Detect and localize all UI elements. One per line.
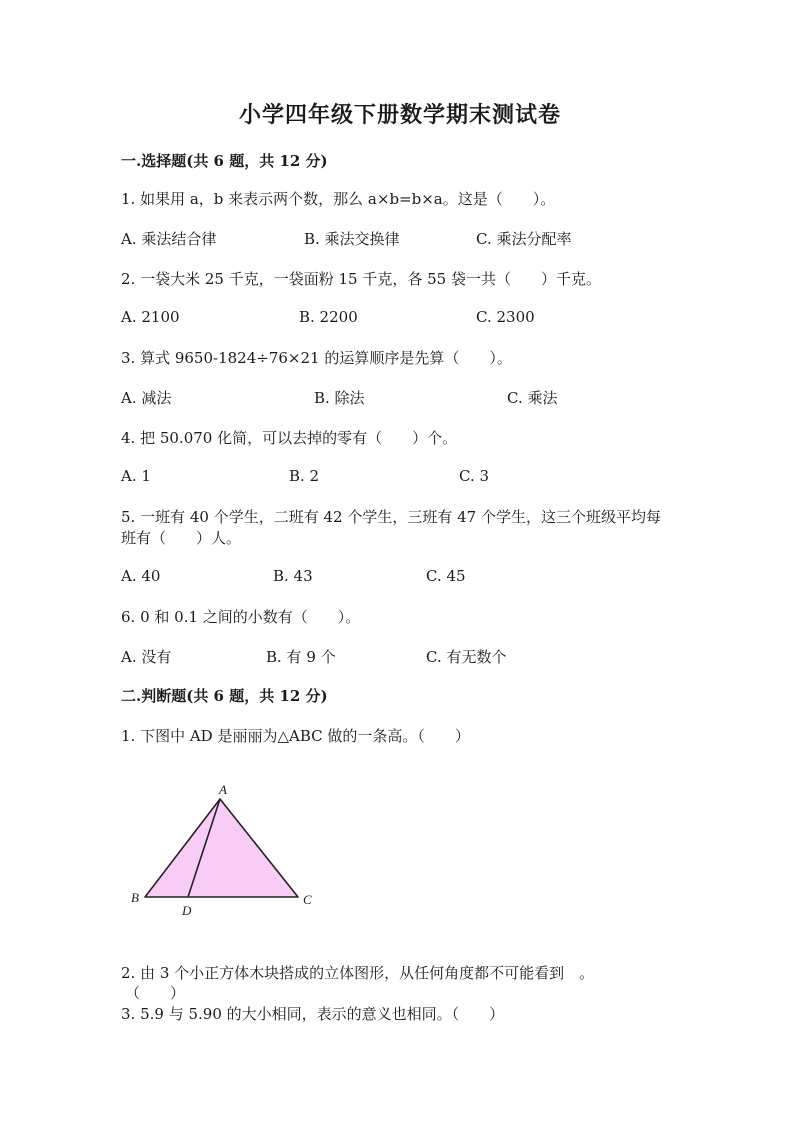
q2-option-b[interactable]: B. 2200	[299, 308, 358, 326]
label-c: C	[303, 892, 312, 907]
judgement-2: 2. 由 3 个小正方体木块搭成的立体图形，从任何角度都不可能看到 。	[121, 964, 595, 982]
q3-option-c[interactable]: C. 乘法	[507, 389, 558, 407]
q5-option-b[interactable]: B. 43	[273, 567, 313, 585]
q3-option-a[interactable]: A. 减法	[121, 389, 172, 407]
judgement-2-continued: （ ）	[125, 984, 186, 1002]
q4-option-b[interactable]: B. 2	[289, 467, 320, 485]
question-2: 2. 一袋大米 25 千克，一袋面粉 15 千克，各 55 袋一共（ ）千克。	[121, 270, 601, 288]
q5-option-c[interactable]: C. 45	[426, 567, 466, 585]
q5-option-a[interactable]: A. 40	[121, 567, 161, 585]
q6-option-a[interactable]: A. 没有	[121, 648, 172, 666]
label-a: A	[219, 782, 227, 797]
q6-option-c[interactable]: C. 有无数个	[426, 648, 507, 666]
q6-option-b[interactable]: B. 有 9 个	[266, 648, 336, 666]
section-heading-choice: 一.选择题(共 6 题，共 12 分)	[121, 152, 328, 170]
question-5-continued: 班有（ ）人。	[121, 529, 242, 547]
q2-option-a[interactable]: A. 2100	[121, 308, 180, 326]
judgement-3: 3. 5.9 与 5.90 的大小相同，表示的意义也相同。（ ）	[121, 1005, 505, 1023]
q2-option-c[interactable]: C. 2300	[476, 308, 535, 326]
question-1: 1. 如果用 a，b 来表示两个数，那么 a×b=b×a。这是（ ）。	[121, 190, 556, 208]
question-4: 4. 把 50.070 化简，可以去掉的零有（ ）个。	[121, 429, 458, 447]
q1-option-a[interactable]: A. 乘法结合律	[121, 230, 217, 248]
q4-option-c[interactable]: C. 3	[459, 467, 490, 485]
label-b: B	[131, 890, 139, 905]
triangle-abc	[145, 799, 298, 897]
question-6: 6. 0 和 0.1 之间的小数有（ ）。	[121, 608, 361, 626]
q1-option-b[interactable]: B. 乘法交换律	[304, 230, 400, 248]
judgement-1: 1. 下图中 AD 是丽丽为△ABC 做的一条高。（ ）	[121, 727, 470, 745]
q4-option-a[interactable]: A. 1	[121, 467, 151, 485]
label-d: D	[182, 903, 192, 918]
section-heading-judgement: 二.判断题(共 6 题，共 12 分)	[121, 687, 328, 705]
question-5: 5. 一班有 40 个学生，二班有 42 个学生，三班有 47 个学生，这三个班级平均每	[121, 508, 661, 526]
q1-option-c[interactable]: C. 乘法分配率	[476, 230, 572, 248]
q3-option-b[interactable]: B. 除法	[314, 389, 365, 407]
question-3: 3. 算式 9650-1824÷76×21 的运算顺序是先算（ ）。	[121, 349, 512, 367]
page-title: 小学四年级下册数学期末测试卷	[238, 102, 561, 128]
